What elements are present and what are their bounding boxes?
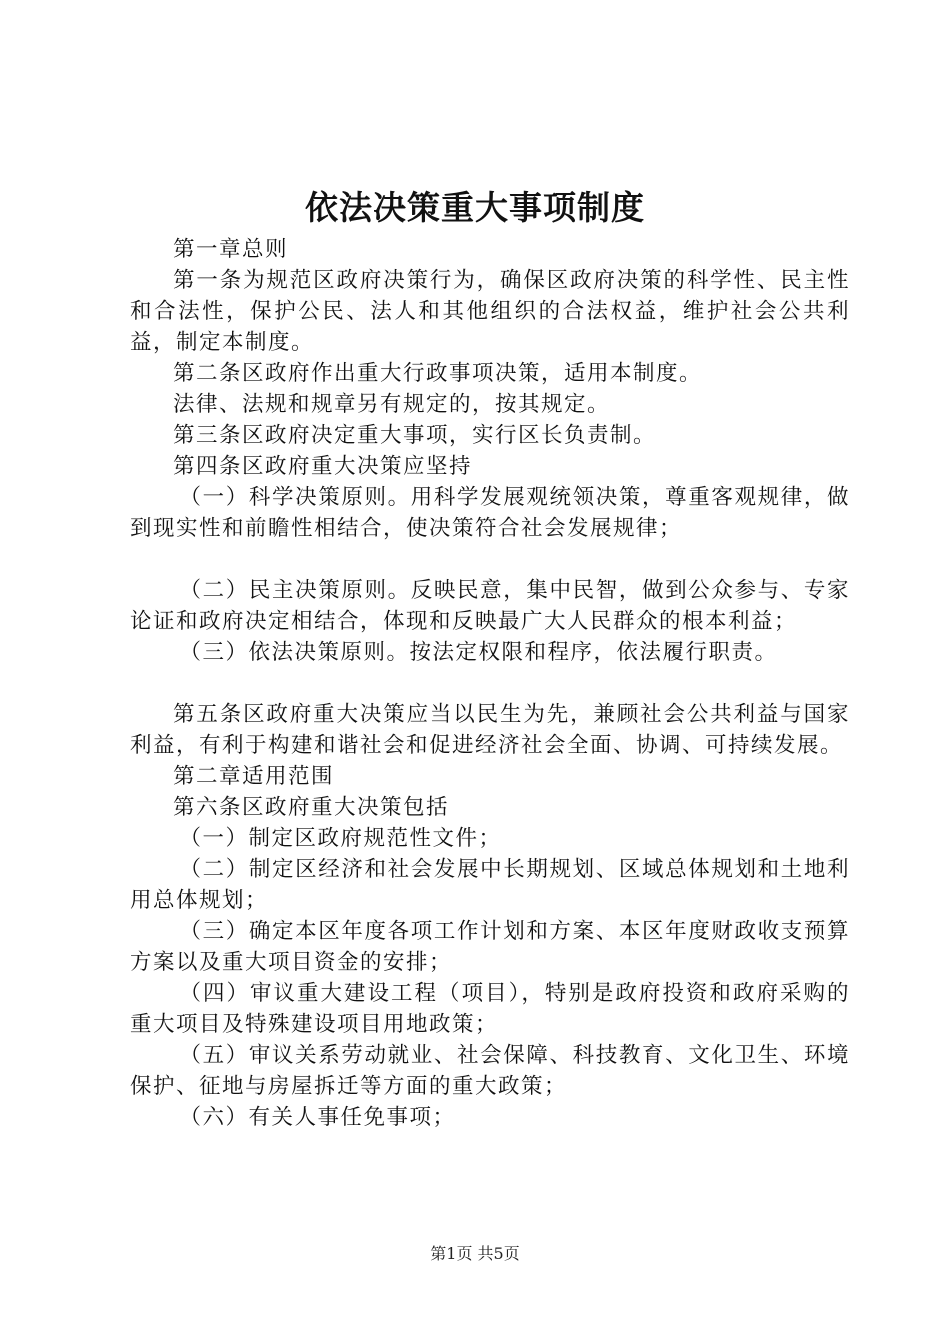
chapter-heading: 第一章总则 — [173, 237, 289, 262]
clause-paragraph: （四）审议重大建设工程（项目），特别是政府投资和政府采购的重大项目及特殊建设项目用地政策； — [130, 981, 850, 1037]
article-paragraph: 第一条为规范区政府决策行为，确保区政府决策的科学性、民主性和合法性，保护公民、法人和其他组织的合法权益，维护社会公共利益，制定本制度。 — [130, 268, 850, 355]
chapter-heading: 第二章适用范围 — [173, 764, 335, 789]
clause-paragraph: （一）制定区政府规范性文件； — [179, 826, 502, 851]
document-title: 依法决策重大事项制度 — [305, 188, 645, 227]
clause-paragraph: （二）制定区经济和社会发展中长期规划、区域总体规划和土地利用总体规划； — [130, 857, 850, 913]
article-paragraph: 第五条区政府重大决策应当以民生为先，兼顾社会公共利益与国家利益，有利于构建和谐社会和促进经济社会全面、协调、可持续发展。 — [130, 702, 850, 758]
clause-paragraph: （六）有关人事任免事项； — [179, 1105, 456, 1130]
document-body — [130, 234, 850, 1133]
clause-paragraph: （三）依法决策原则。按法定权限和程序，依法履行职责。 — [179, 640, 778, 665]
article-paragraph: 第二条区政府作出重大行政事项决策，适用本制度。 — [173, 361, 703, 386]
clause-paragraph: （五）审议关系劳动就业、社会保障、科技教育、文化卫生、环境保护、征地与房屋拆迁等方面的重大政策； — [130, 1043, 850, 1099]
clause-paragraph: （三）确定本区年度各项工作计划和方案、本区年度财政收支预算方案以及重大项目资金的安排； — [130, 919, 850, 975]
page-number-footer: 第1页 共5页 — [430, 1244, 520, 1263]
article-paragraph: 第四条区政府重大决策应坚持 — [173, 454, 473, 479]
article-paragraph: 第三条区政府决定重大事项，实行区长负责制。 — [173, 423, 657, 448]
clause-paragraph: （一）科学决策原则。用科学发展观统领决策，尊重客观规律，做到现实性和前瞻性相结合，使决策符合社会发展规律； — [130, 485, 850, 541]
article-paragraph: 第六条区政府重大决策包括 — [173, 795, 450, 820]
clause-paragraph: （二）民主决策原则。反映民意，集中民智，做到公众参与、专家论证和政府决定相结合，体现和反映最广大人民群众的根本利益； — [130, 578, 850, 634]
article-paragraph: 法律、法规和规章另有规定的，按其规定。 — [173, 392, 611, 417]
